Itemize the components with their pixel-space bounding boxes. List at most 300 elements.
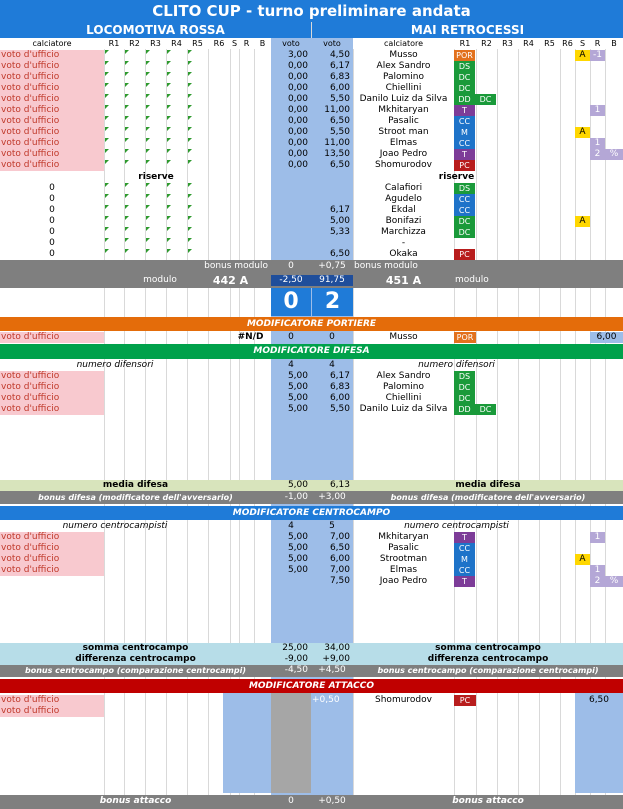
home-attacker: voto d'ufficio [0, 695, 104, 706]
edit-marker [146, 50, 150, 54]
home-goalkeeper-vote: 0 [271, 332, 311, 343]
home-bonus-difesa: -1,00 [284, 492, 308, 502]
home-bonus-attacco-label: bonus attacco [99, 796, 172, 806]
home-modulo-score: -2,50 [271, 275, 311, 286]
reserve-row [0, 249, 623, 260]
away-midfielder-vote: 7,00 [311, 532, 353, 543]
home-vote: 0,00 [271, 116, 311, 127]
away-somma-label: somma centrocampo [435, 643, 541, 653]
home-vote: 0,00 [271, 127, 311, 138]
home-goals: 0 [271, 288, 311, 316]
home-defenders-label: numero difensori [76, 360, 154, 370]
edit-marker [105, 83, 109, 87]
home-midfielder: voto d'ufficio [0, 532, 104, 543]
edit-marker [105, 249, 109, 253]
home-reserve-value: 0 [49, 194, 55, 204]
edit-marker [125, 50, 129, 54]
edit-marker [167, 94, 171, 98]
starter-row [0, 83, 623, 94]
away-vote: 6,50 [311, 160, 353, 171]
position-badge: DC [454, 216, 475, 227]
midfielder-row [0, 554, 623, 565]
starter-row [0, 61, 623, 72]
header-r1: R1 [108, 39, 120, 48]
modificatore-difesa-band: MODIFICATORE DIFESA [0, 344, 623, 359]
header-r3: R3 [150, 39, 161, 48]
modificatore-attacco-band: MODIFICATORE ATTACCO [0, 679, 623, 693]
away-media-difesa: 6,13 [329, 480, 350, 490]
edit-marker [188, 50, 192, 54]
edit-marker [125, 183, 129, 187]
away-reserve-vote [311, 183, 353, 194]
reserve-row [0, 227, 623, 238]
position-badge: T [454, 532, 475, 543]
header-b: B [259, 39, 266, 48]
home-module: 442 A [212, 275, 249, 286]
edit-marker [105, 61, 109, 65]
edit-marker [146, 94, 150, 98]
header-player: calciatore [32, 39, 72, 48]
edit-marker [125, 116, 129, 120]
away-reserve-vote: 6,50 [311, 249, 353, 260]
home-defenders-count: 4 [271, 360, 311, 371]
away-player: Elmas [389, 138, 418, 148]
away-diff-label: differenza centrocampo [427, 654, 549, 664]
away-vote: 6,50 [311, 116, 353, 127]
home-reserve-value: 0 [49, 227, 55, 237]
header-home-vote: voto [271, 38, 311, 49]
position-badge: CC [454, 565, 475, 576]
edit-marker [125, 127, 129, 131]
edit-marker [105, 216, 109, 220]
edit-marker [167, 160, 171, 164]
position-badge: DS [454, 371, 475, 382]
position-badge: PC [454, 249, 475, 260]
defender-row [0, 393, 623, 404]
edit-marker [125, 205, 129, 209]
edit-marker [105, 183, 109, 187]
edit-marker [105, 149, 109, 153]
edit-marker [167, 72, 171, 76]
away-defender-vote: 6,17 [311, 371, 353, 382]
edit-marker [146, 160, 150, 164]
away-vote: 11,00 [311, 105, 353, 116]
header-away-r5: R5 [544, 39, 555, 48]
edit-marker [105, 105, 109, 109]
position-badge: CC [454, 543, 475, 554]
edit-marker [146, 249, 150, 253]
edit-marker [146, 72, 150, 76]
edit-marker [146, 61, 150, 65]
edit-marker [167, 61, 171, 65]
edit-marker [146, 127, 150, 131]
home-reserve-value: 0 [49, 216, 55, 226]
away-bonus-modulo-label: bonus modulo [354, 261, 418, 271]
home-midfielders-count: 4 [271, 521, 311, 532]
edit-marker [167, 183, 171, 187]
home-player: voto d'ufficio [0, 127, 104, 138]
edit-marker [146, 238, 150, 242]
column-header-row [0, 38, 623, 49]
away-bonus-attacco: +0,50 [318, 796, 346, 806]
edit-marker [125, 227, 129, 231]
edit-marker [125, 249, 129, 253]
header-away-s: S [579, 39, 586, 48]
away-reserve-player: Bonifazi [385, 216, 422, 226]
header-away-r1: R1 [459, 39, 471, 48]
away-reserve-vote: 5,00 [311, 216, 353, 227]
home-modulo-label: modulo [143, 275, 177, 285]
home-somma-label: somma centrocampo [82, 643, 189, 653]
edit-marker [125, 83, 129, 87]
header-s: S [231, 39, 238, 48]
away-midfielder-vote: 6,50 [311, 543, 353, 554]
bonus-attacco-row [0, 796, 623, 807]
position-badge: T [454, 105, 475, 116]
away-vote: 13,50 [311, 149, 353, 160]
home-reserve-value: 0 [49, 249, 55, 259]
portiere-row [0, 332, 623, 343]
edit-marker [125, 160, 129, 164]
edit-marker [105, 138, 109, 142]
away-bonus-attacco-label: bonus attacco [452, 796, 524, 806]
rating-r-badge: 1 [590, 565, 605, 576]
home-diff: -9,00 [284, 654, 308, 664]
home-defender: voto d'ufficio [0, 393, 104, 404]
edit-marker [188, 249, 192, 253]
starter-row [0, 127, 623, 138]
edit-marker [146, 149, 150, 153]
difesa-header-row [0, 360, 623, 371]
edit-marker [105, 194, 109, 198]
position-badge: DC [454, 382, 475, 393]
home-reserve-value: 0 [49, 205, 55, 215]
away-bonus-cc-label: bonus centrocampo (comparazione centrocampi) [377, 666, 599, 675]
edit-marker [167, 105, 171, 109]
starter-row [0, 160, 623, 171]
edit-marker [146, 183, 150, 187]
home-media-difesa: 5,00 [287, 480, 308, 490]
away-defender: Chiellini [385, 393, 422, 403]
home-attacker: voto d'ufficio [0, 706, 104, 717]
away-attacker-vote: 6,50 [588, 695, 610, 705]
home-midfielder: voto d'ufficio [0, 565, 104, 576]
away-modulo-score: 91,75 [311, 275, 353, 286]
edit-marker [188, 183, 192, 187]
edit-marker [167, 249, 171, 253]
away-defender-vote: 6,00 [311, 393, 353, 404]
edit-marker [167, 83, 171, 87]
bonus-difesa-row [0, 492, 623, 503]
home-midfielder-vote: 5,00 [271, 532, 311, 543]
away-goalkeeper-position: POR [454, 332, 476, 343]
edit-marker [125, 94, 129, 98]
away-modulo-label: modulo [455, 275, 489, 285]
home-vote: 0,00 [271, 160, 311, 171]
home-player: voto d'ufficio [0, 61, 104, 72]
away-defender-vote: 6,83 [311, 382, 353, 393]
home-vote: 0,00 [271, 72, 311, 83]
starter-row [0, 149, 623, 160]
starter-row [0, 105, 623, 116]
away-player: Mkhitaryan [378, 105, 429, 115]
home-defender-vote: 5,00 [271, 404, 311, 415]
home-reserve-value: 0 [49, 183, 55, 193]
away-defender: Danilo Luiz da Silva [359, 404, 448, 414]
away-midfielder: Joao Pedro [379, 576, 428, 586]
position-badge: PC [454, 160, 475, 171]
edit-marker [125, 149, 129, 153]
away-midfielder: Strootman [379, 554, 428, 564]
edit-marker [188, 72, 192, 76]
away-defender: Palomino [382, 382, 425, 392]
edit-marker [105, 94, 109, 98]
away-reserve-player: Marchizza [381, 227, 426, 237]
home-defender-vote: 5,00 [271, 393, 311, 404]
edit-marker [188, 160, 192, 164]
home-team-name: LOCOMOTIVA ROSSA [0, 22, 311, 38]
header-r6: R6 [213, 39, 225, 48]
edit-marker [125, 216, 129, 220]
away-player: Chiellini [385, 83, 422, 93]
away-reserve-player: Okaka [389, 249, 418, 259]
position-badge: DD [454, 404, 475, 415]
position-badge: M [454, 554, 475, 565]
edit-marker [167, 227, 171, 231]
away-defender-vote: 5,50 [311, 404, 353, 415]
edit-marker [188, 61, 192, 65]
away-reserve-vote [311, 194, 353, 205]
away-bonus-cc: +4,50 [318, 665, 346, 675]
status-s-badge: A [575, 50, 590, 61]
away-vote: 6,83 [311, 72, 353, 83]
away-goalkeeper: Musso [389, 332, 418, 342]
header-away-r6: R6 [562, 39, 573, 48]
home-bonus-modulo: 0 [288, 261, 294, 271]
away-module: 451 A [385, 275, 422, 286]
edit-marker [105, 227, 109, 231]
away-player: Joao Pedro [379, 149, 428, 159]
starter-row [0, 116, 623, 127]
header-r: R [243, 39, 250, 48]
away-defenders-count: 4 [311, 360, 353, 371]
edit-marker [105, 127, 109, 131]
away-attacker-position: PC [454, 695, 476, 706]
away-midfielder-vote: 7,00 [311, 565, 353, 576]
away-reserve-vote: 5,33 [311, 227, 353, 238]
edit-marker [188, 116, 192, 120]
edit-marker [188, 205, 192, 209]
home-midfielder-vote: 5,00 [271, 543, 311, 554]
away-bonus-difesa: +3,00 [318, 492, 346, 502]
edit-marker [146, 105, 150, 109]
away-player: Musso [389, 50, 418, 60]
home-media-difesa-label: media difesa [102, 480, 169, 490]
attack-bonus-mid: +0,50 [312, 695, 340, 705]
edit-marker [188, 227, 192, 231]
edit-marker [146, 138, 150, 142]
somma-centrocampo-row [0, 643, 623, 654]
away-midfielder: Elmas [389, 565, 418, 575]
away-goalkeeper-vote: 6,00 [590, 332, 623, 343]
home-bonus-modulo-label: bonus modulo [204, 261, 268, 271]
position-badge: T [454, 576, 475, 587]
rating-r-badge: 2 [590, 576, 605, 587]
edit-marker [188, 127, 192, 131]
home-player: voto d'ufficio [0, 149, 104, 160]
away-diff: +9,00 [322, 654, 350, 664]
media-difesa-row [0, 480, 623, 491]
rating-b-badge: % [605, 576, 623, 587]
home-player: voto d'ufficio [0, 94, 104, 105]
home-midfielders-label: numero centrocampisti [62, 521, 168, 531]
away-reserve-player: Calafiori [384, 183, 423, 193]
home-reserves-label: riserve [138, 172, 174, 182]
position-badge: CC [454, 138, 475, 149]
rating-r-badge: 1 [590, 105, 605, 116]
edit-marker [167, 205, 171, 209]
edit-marker [167, 127, 171, 131]
header-r5: R5 [192, 39, 203, 48]
header-away-r: R [594, 39, 601, 48]
edit-marker [125, 138, 129, 142]
home-somma: 25,00 [282, 643, 308, 653]
away-reserve-player: - [401, 238, 406, 248]
status-s-badge: A [575, 554, 590, 565]
edit-marker [105, 50, 109, 54]
rating-r-badge: 2 [590, 149, 605, 160]
edit-marker [105, 72, 109, 76]
away-midfielder-vote: 7,50 [311, 576, 353, 587]
home-vote: 3,00 [271, 50, 311, 61]
home-goalkeeper-mod: 0 [311, 332, 353, 343]
header-away-r4: R4 [523, 39, 534, 48]
away-defenders-label: numero difensori [418, 360, 495, 370]
edit-marker [146, 227, 150, 231]
edit-marker [105, 205, 109, 209]
edit-marker [146, 83, 150, 87]
away-attacker: Shomurodov [375, 695, 432, 705]
edit-marker [167, 116, 171, 120]
away-midfielders-label: numero centrocampisti [404, 521, 509, 531]
attacker-row [0, 706, 623, 717]
edit-marker [167, 149, 171, 153]
starter-row [0, 94, 623, 105]
away-reserve-player: Agudelo [385, 194, 422, 204]
away-team-name: MAI RETROCESSI [312, 22, 623, 38]
away-bonus-difesa-label: bonus difesa (modificatore dell'avversario) [390, 493, 586, 502]
edit-marker [125, 238, 129, 242]
home-defender: voto d'ufficio [0, 371, 104, 382]
defender-row [0, 371, 623, 382]
away-defender: Alex Sandro [376, 371, 431, 381]
away-vote: 11,00 [311, 138, 353, 149]
starter-row [0, 50, 623, 61]
away-vote: 6,00 [311, 83, 353, 94]
position-badge: DS [454, 183, 475, 194]
midfielder-row [0, 565, 623, 576]
rating-r-badge: 1 [590, 532, 605, 543]
starter-row [0, 72, 623, 83]
home-vote: 0,00 [271, 83, 311, 94]
modulo-row [0, 275, 623, 286]
home-bonus-difesa-label: bonus difesa (modificatore dell'avversario) [38, 493, 233, 502]
away-player: Stroot man [378, 127, 429, 137]
midfielder-row [0, 543, 623, 554]
edit-marker [167, 138, 171, 142]
away-midfielder: Mkhitaryan [378, 532, 429, 542]
home-vote: 0,00 [271, 149, 311, 160]
midfielder-row [0, 532, 623, 543]
position-badge: DC [475, 404, 496, 415]
home-bonus-cc-label: bonus centrocampo (comparazione centrocampi) [24, 666, 246, 675]
position-badge: DC [454, 227, 475, 238]
away-reserve-player: Ekdal [391, 205, 416, 215]
home-player: voto d'ufficio [0, 105, 104, 116]
page-title: CLITO CUP - turno preliminare andata [0, 0, 623, 22]
position-badge: DS [454, 61, 475, 72]
away-reserve-vote [311, 238, 353, 249]
edit-marker [146, 205, 150, 209]
edit-marker [188, 194, 192, 198]
home-diff-label: differenza centrocampo [75, 654, 196, 664]
home-player: voto d'ufficio [0, 50, 104, 61]
edit-marker [188, 105, 192, 109]
home-defender-vote: 5,00 [271, 371, 311, 382]
edit-marker [188, 138, 192, 142]
home-defender: voto d'ufficio [0, 404, 104, 415]
home-player: voto d'ufficio [0, 116, 104, 127]
rating-r-badge: -1 [590, 50, 605, 61]
edit-marker [125, 61, 129, 65]
bonus-centrocampo-row [0, 665, 623, 676]
away-vote: 6,17 [311, 61, 353, 72]
home-bonus-attacco: 0 [288, 796, 294, 806]
home-vote: 0,00 [271, 138, 311, 149]
home-midfielder-vote: 5,00 [271, 565, 311, 576]
reserve-row [0, 238, 623, 249]
home-bonus-cc: -4,50 [284, 665, 308, 675]
differenza-centrocampo-row [0, 654, 623, 665]
away-somma: 34,00 [324, 643, 350, 653]
home-defender: voto d'ufficio [0, 382, 104, 393]
away-reserve-vote: 6,17 [311, 205, 353, 216]
edit-marker [125, 194, 129, 198]
home-vote-blank [271, 172, 311, 183]
away-attacker-row [0, 695, 623, 706]
away-bonus-modulo: +0,75 [318, 261, 346, 271]
home-player: voto d'ufficio [0, 72, 104, 83]
away-player: Pasalic [388, 116, 419, 126]
status-s-badge: A [575, 216, 590, 227]
edit-marker [146, 216, 150, 220]
away-vote: 5,50 [311, 127, 353, 138]
away-midfielder-vote: 6,00 [311, 554, 353, 565]
reserves-header-row [0, 172, 623, 183]
position-badge: DC [475, 94, 496, 105]
position-badge: CC [454, 205, 475, 216]
edit-marker [167, 216, 171, 220]
edit-marker [167, 50, 171, 54]
position-badge: M [454, 127, 475, 138]
home-player: voto d'ufficio [0, 138, 104, 149]
position-badge: DD [454, 94, 475, 105]
reserve-row [0, 205, 623, 216]
edit-marker [188, 216, 192, 220]
header-away-r2: R2 [481, 39, 492, 48]
edit-marker [146, 194, 150, 198]
centrocampo-header-row [0, 521, 623, 532]
